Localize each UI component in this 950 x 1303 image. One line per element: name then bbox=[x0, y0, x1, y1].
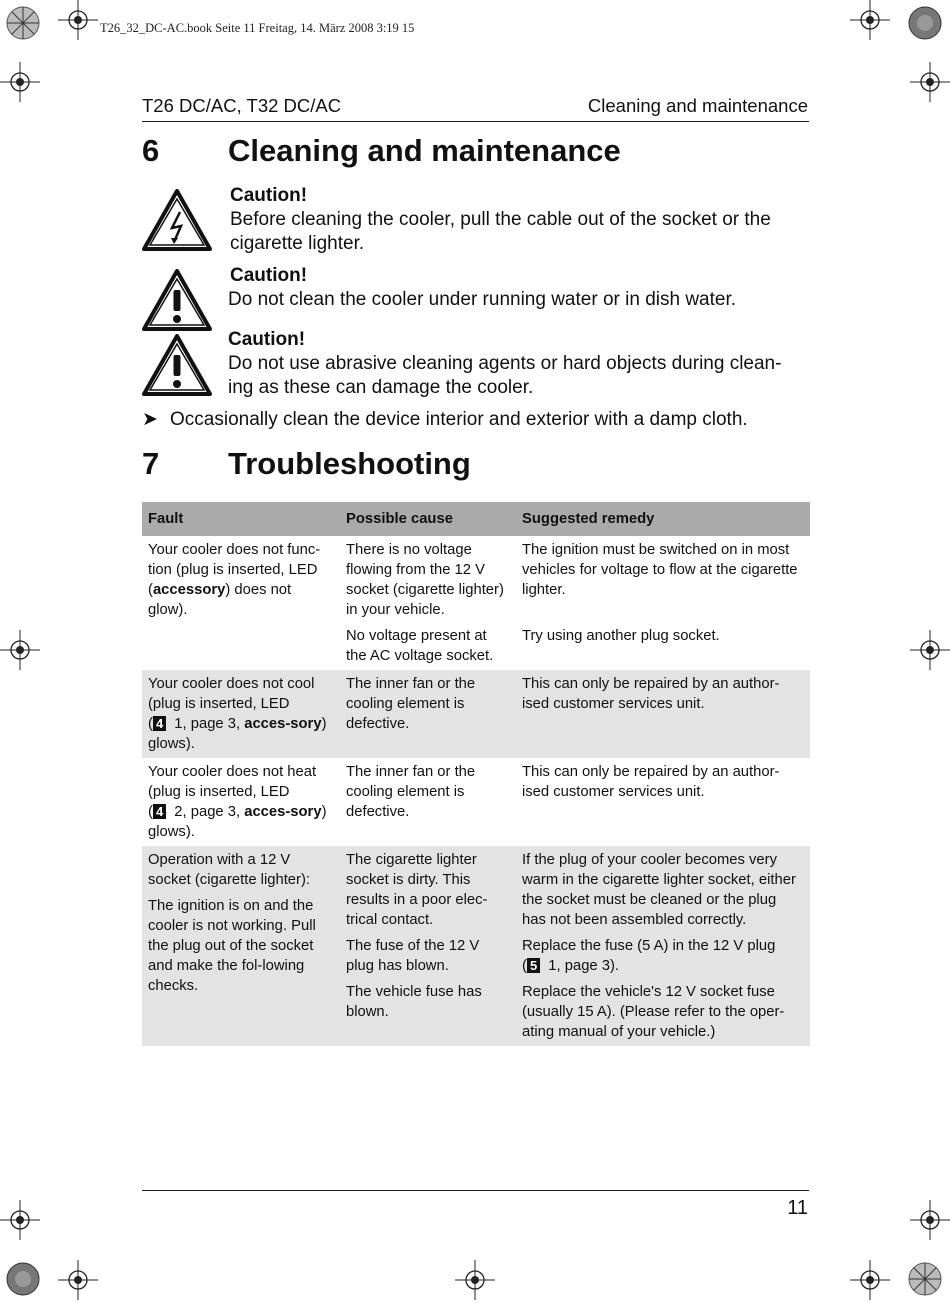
fault-cell bbox=[142, 846, 340, 1046]
caution-text bbox=[230, 208, 771, 256]
fault-text: ) glows). bbox=[148, 804, 327, 840]
print-rosette-icon bbox=[6, 6, 40, 40]
print-rosette-icon bbox=[6, 1262, 40, 1296]
registration-mark-icon bbox=[58, 0, 98, 40]
column-header-fault: Fault bbox=[142, 502, 340, 536]
column-header-cause: Possible cause bbox=[340, 502, 516, 536]
caution-line: Do not clean the cooler under running water or in dish water. bbox=[228, 289, 737, 310]
fault-text: 2, page 3, bbox=[170, 804, 245, 820]
exclamation-warning-icon bbox=[141, 268, 213, 332]
led-name: acces-sory bbox=[244, 804, 322, 820]
registration-mark-icon bbox=[0, 1200, 40, 1240]
fault-text: ( bbox=[148, 716, 153, 732]
caution-title: Caution! bbox=[230, 185, 308, 206]
instruction-step bbox=[142, 408, 748, 431]
remedy-text: Replace the vehicle's 12 V socket fuse (usually 15 A). (Please refer to the oper-ating manual of your vehicle.) bbox=[522, 984, 785, 1040]
section-number: 7 bbox=[142, 446, 160, 481]
column-header-remedy: Suggested remedy bbox=[516, 502, 810, 536]
table-row bbox=[142, 758, 810, 846]
fault-text: Your cooler does not cool (plug is inserted, LED bbox=[148, 676, 315, 712]
fault-text: ( bbox=[148, 582, 153, 598]
print-slug: T26_32_DC-AC.book Seite 11 Freitag, 14. März 2008 3:19 15 bbox=[100, 21, 415, 35]
cause-text: The vehicle fuse has blown. bbox=[346, 984, 482, 1020]
remedy-cell: The ignition must be switched on in most vehicles for voltage to flow at the cigarette lighter. bbox=[522, 542, 798, 598]
section-title: Cleaning and maintenance bbox=[228, 133, 621, 168]
fault-text: 1, page 3, bbox=[170, 716, 245, 732]
remedy-text bbox=[522, 936, 804, 976]
fault-text: ) does not bbox=[225, 582, 292, 598]
remedy-cell bbox=[516, 846, 810, 1046]
cause-cell: No voltage present at the AC voltage socket. bbox=[346, 628, 494, 664]
registration-mark-icon bbox=[910, 630, 950, 670]
registration-mark-icon bbox=[0, 62, 40, 102]
section-title: Troubleshooting bbox=[228, 446, 471, 481]
table-row bbox=[142, 670, 810, 758]
running-header-model: T26 DC/AC, T32 DC/AC bbox=[142, 95, 342, 116]
caution-title: Caution! bbox=[230, 265, 308, 286]
caution-title: Caution! bbox=[228, 329, 306, 350]
arrow-bullet-icon: ➤ bbox=[142, 409, 158, 430]
fault-cell bbox=[142, 536, 340, 670]
led-name: accessory bbox=[152, 582, 226, 598]
caution-text bbox=[228, 288, 736, 312]
troubleshooting-table bbox=[142, 502, 810, 1046]
registration-mark-icon bbox=[850, 0, 890, 40]
electric-hazard-icon bbox=[141, 188, 213, 252]
instruction-text: Occasionally clean the device interior and exterior with a damp cloth. bbox=[170, 409, 748, 430]
remedy-text-part: Replace the fuse (5 A) in the 12 V plug bbox=[522, 938, 776, 954]
registration-mark-icon bbox=[455, 1260, 495, 1300]
registration-mark-icon bbox=[910, 1200, 950, 1240]
remedy-text: If the plug of your cooler becomes very warm in the cigarette lighter socket, either the socket must be cleaned or the plug has not been assembled correctly. bbox=[522, 852, 796, 928]
cause-cell: The inner fan or the cooling element is defective. bbox=[340, 670, 516, 758]
caution-line: Do not use abrasive cleaning agents or hard objects during clean- bbox=[228, 353, 782, 374]
caution-text bbox=[228, 352, 781, 400]
caution-line: cigarette lighter. bbox=[230, 233, 365, 254]
caution-line: Before cleaning the cooler, pull the cable out of the socket or the bbox=[230, 209, 771, 230]
footer-rule bbox=[142, 1190, 809, 1191]
remedy-text-part: ( bbox=[522, 958, 527, 974]
exclamation-warning-icon bbox=[141, 333, 213, 397]
registration-mark-icon bbox=[58, 1260, 98, 1300]
running-header-chapter: Cleaning and maintenance bbox=[587, 95, 808, 116]
remedy-text-part: 1, page 3). bbox=[544, 958, 620, 974]
fault-text: Your cooler does not heat (plug is inserted, LED bbox=[148, 764, 317, 800]
registration-mark-icon bbox=[0, 630, 40, 670]
cause-cell: The inner fan or the cooling element is defective. bbox=[346, 764, 476, 820]
fault-text: tion (plug is inserted, LED bbox=[148, 562, 318, 578]
remedy-cell: Try using another plug socket. bbox=[522, 628, 720, 644]
figure-ref-badge: 5 bbox=[527, 958, 540, 973]
table-header-row bbox=[142, 502, 810, 536]
registration-mark-icon bbox=[850, 1260, 890, 1300]
registration-mark-icon bbox=[910, 62, 950, 102]
fault-text: ( bbox=[148, 804, 153, 820]
remedy-cell: This can only be repaired by an author-ised customer services unit. bbox=[522, 764, 780, 800]
cause-cell bbox=[340, 846, 516, 1046]
fault-text: The ignition is on and the cooler is not working. Pull the plug out of the socket and make the fol-lowing checks. bbox=[148, 898, 316, 994]
table-row bbox=[142, 536, 810, 624]
cause-text: The fuse of the 12 V plug has blown. bbox=[346, 938, 480, 974]
caution-line: ing as these can damage the cooler. bbox=[228, 377, 534, 398]
page-number: 11 bbox=[787, 1197, 808, 1219]
figure-ref-badge: 4 bbox=[153, 804, 166, 819]
fault-text: ) glows). bbox=[148, 716, 327, 752]
fault-text: Your cooler does not func- bbox=[148, 542, 321, 558]
cause-cell: There is no voltage flowing from the 12 V socket (cigarette lighter) in your vehicle. bbox=[346, 542, 504, 618]
fault-cell bbox=[142, 670, 340, 758]
fault-text: Operation with a 12 V socket (cigarette lighter): bbox=[148, 852, 311, 888]
fault-text: glow). bbox=[148, 602, 188, 618]
table-row bbox=[142, 846, 810, 1046]
fault-cell bbox=[142, 758, 340, 846]
led-name: acces-sory bbox=[244, 716, 322, 732]
print-rosette-icon bbox=[908, 1262, 942, 1296]
figure-ref-badge: 4 bbox=[153, 716, 166, 731]
header-rule bbox=[142, 121, 809, 122]
print-rosette-icon bbox=[908, 6, 942, 40]
section-number: 6 bbox=[142, 133, 160, 168]
remedy-cell: This can only be repaired by an author-ised customer services unit. bbox=[516, 670, 810, 758]
cause-text: The cigarette lighter socket is dirty. This results in a poor elec-trical contact. bbox=[346, 852, 488, 928]
